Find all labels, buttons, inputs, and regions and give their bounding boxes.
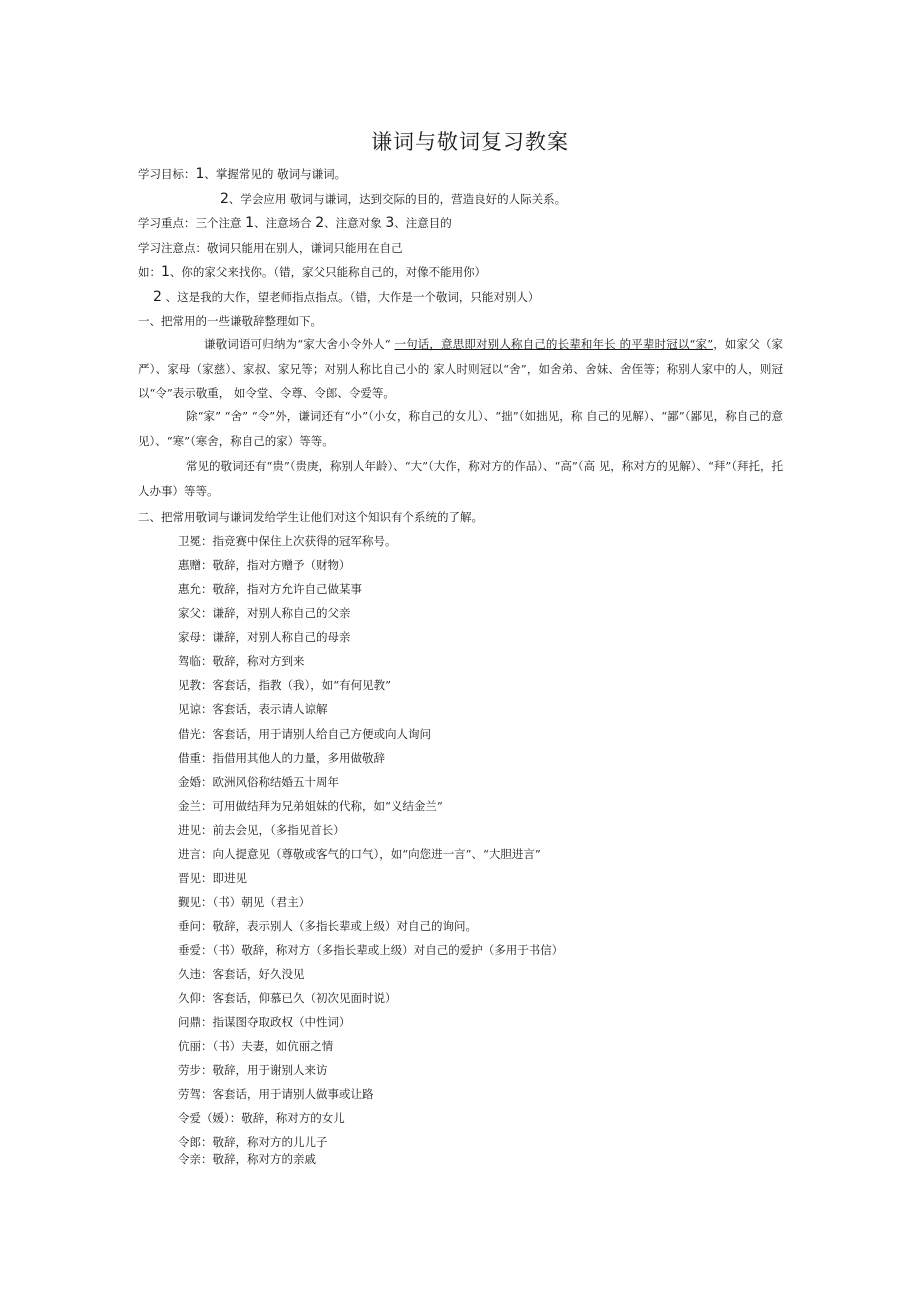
term-item: 劳驾：客套话，用于请别人做事或让路 — [178, 1087, 374, 1101]
learning-caution: 学习注意点：敬词只能用在别人，谦词只能用在自己 — [138, 241, 403, 255]
term-item: 晋见：即进见 — [178, 871, 247, 885]
section-2-heading: 二、把常用敬词与谦词发给学生让他们对这个知识有个系统的了解。 — [138, 510, 483, 524]
term-item: 见谅：客套话，表示请人谅解 — [178, 702, 328, 716]
focus-item-3: 、注意目的 — [394, 216, 452, 230]
term-item: 卫冕：指竞赛中保住上次获得的冠军称号。 — [178, 534, 397, 548]
term-item: 进言：向人提意见（尊敬或客气的口气），如“向您进一言”、“大胆进言” — [178, 847, 541, 861]
term-item: 伉丽：（书）夫妻，如伉丽之情 — [178, 1039, 334, 1053]
term-item: 借重：指借用其他人的力量，多用做敬辞 — [178, 751, 385, 765]
term-item: 家父：谦辞，对别人称自己的父亲 — [178, 606, 351, 620]
term-item: 借光：客套话，用于请别人给自己方便或向人询问 — [178, 727, 431, 741]
learning-goal-1 — [138, 167, 346, 181]
goal-1-text: 、掌握常见的 敬词与谦词。 — [204, 167, 347, 181]
goal-1-number: 1 — [195, 166, 205, 182]
term-item: 垂爱：（书）敬辞，称对方（多指长辈或上级）对自己的爱护（多用于书信） — [178, 943, 564, 957]
term-item: 金兰：可用做结拜为兄弟姐妹的代称，如“义结金兰” — [178, 799, 443, 813]
focus-item-1: 、注意场合 — [254, 216, 316, 230]
example-2-text: 、这是我的大作，望老师指点指点。（错，大作是一个敬词，只能对别人） — [161, 290, 540, 304]
section-1-heading: 一、把常用的一些谦敬辞整理如下。 — [138, 314, 322, 328]
goal-2-number: 2 — [220, 191, 229, 207]
term-item: 劳步：敬辞，用于谢别人来访 — [178, 1063, 328, 1077]
term-item: 久仰：客套话，仰慕已久（初次见面时说） — [178, 991, 397, 1005]
paragraph-1-rest: ，如家父（家严）、家母（家慈）、家叔、家兄等；对别人称比自己小的 家人时则冠以“舍”，如舍弟、舍妹、舍侄等；称别人家中的人，则冠以“令”表示敬重， 如令堂、令尊、令郎、令爱等。 — [138, 337, 783, 400]
term-item: 金婚：欧洲风俗称结婚五十周年 — [178, 775, 339, 789]
page-title: 谦词与敬词复习教案 — [371, 130, 569, 154]
term-item: 驾临：敬辞，称对方到来 — [178, 654, 305, 668]
term-item: 家母：谦辞，对别人称自己的母亲 — [178, 630, 351, 644]
term-item: 令郎：敬辞，称对方的儿儿子 — [178, 1135, 328, 1149]
focus-number-1: 1 — [245, 215, 255, 231]
goal-2-text: 、学会应用 敬词与谦词，达到交际的目的，营造良好的人际关系。 — [228, 192, 567, 206]
term-item: 惠赠：敬辞，指对方赠予（财物） — [178, 558, 351, 572]
example-2-number: 2 — [153, 289, 162, 305]
paragraph-1-intro: 谦敬词语可归纳为“家大舍小令外人“ — [204, 337, 395, 351]
focus-number-3: 3 — [385, 215, 395, 231]
term-item: 进见：前去会见，（多指见首长） — [178, 823, 345, 837]
example-2 — [153, 290, 539, 304]
learning-focus — [138, 216, 452, 230]
focus-number-2: 2 — [315, 215, 325, 231]
example-1 — [138, 265, 486, 279]
term-item: 见教：客套话，指教（我），如“有何见教” — [178, 678, 392, 692]
example-1-number: 1 — [161, 264, 170, 280]
paragraph-1 — [138, 332, 783, 406]
paragraph-2: 除“家” “舍” “令”外，谦词还有“小”（小女，称自己的女儿）、“拙”（如拙见，称 自己的见解）、“鄙”（鄙见，称自己的意见）、“寒”（寒舍，称自己的家）等等。 — [138, 409, 783, 448]
example-1-text: 、你的家父来找你。（错，家父只能称自己的，对像不能用你） — [169, 265, 487, 279]
example-label: 如： — [138, 265, 161, 279]
term-item: 久违：客套话，好久没见 — [178, 967, 305, 981]
term-item: 惠允：敬辞，指对方允许自己做某事 — [178, 582, 362, 596]
learning-goal-2 — [220, 192, 566, 206]
focus-label: 学习重点：三个注意 — [138, 216, 246, 230]
paragraph-1-underlined: 一句话，意思即对别人称自己的长辈和年长 的平辈时冠以“家” — [394, 337, 714, 351]
term-item: 垂问：敬辞，表示别人（多指长辈或上级）对自己的询问。 — [178, 919, 477, 933]
term-item: 令亲：敬辞，称对方的亲戚 — [178, 1152, 316, 1166]
focus-item-2: 、注意对象 — [324, 216, 386, 230]
term-item: 觐见：（书）朝见（君主） — [178, 895, 311, 909]
term-item: 问鼎：指谋图夺取政权（中性词） — [178, 1015, 351, 1029]
paragraph-3: 常见的敬词还有“贵”（贵庚，称别人年龄）、“大”（大作，称对方的作品）、“高”（高 见，称对方的见解）、“拜”（拜托，托人办事）等等。 — [138, 459, 783, 498]
term-item: 令爱（媛）：敬辞，称对方的女儿 — [178, 1111, 345, 1125]
goal-label: 学习目标： — [138, 167, 196, 181]
